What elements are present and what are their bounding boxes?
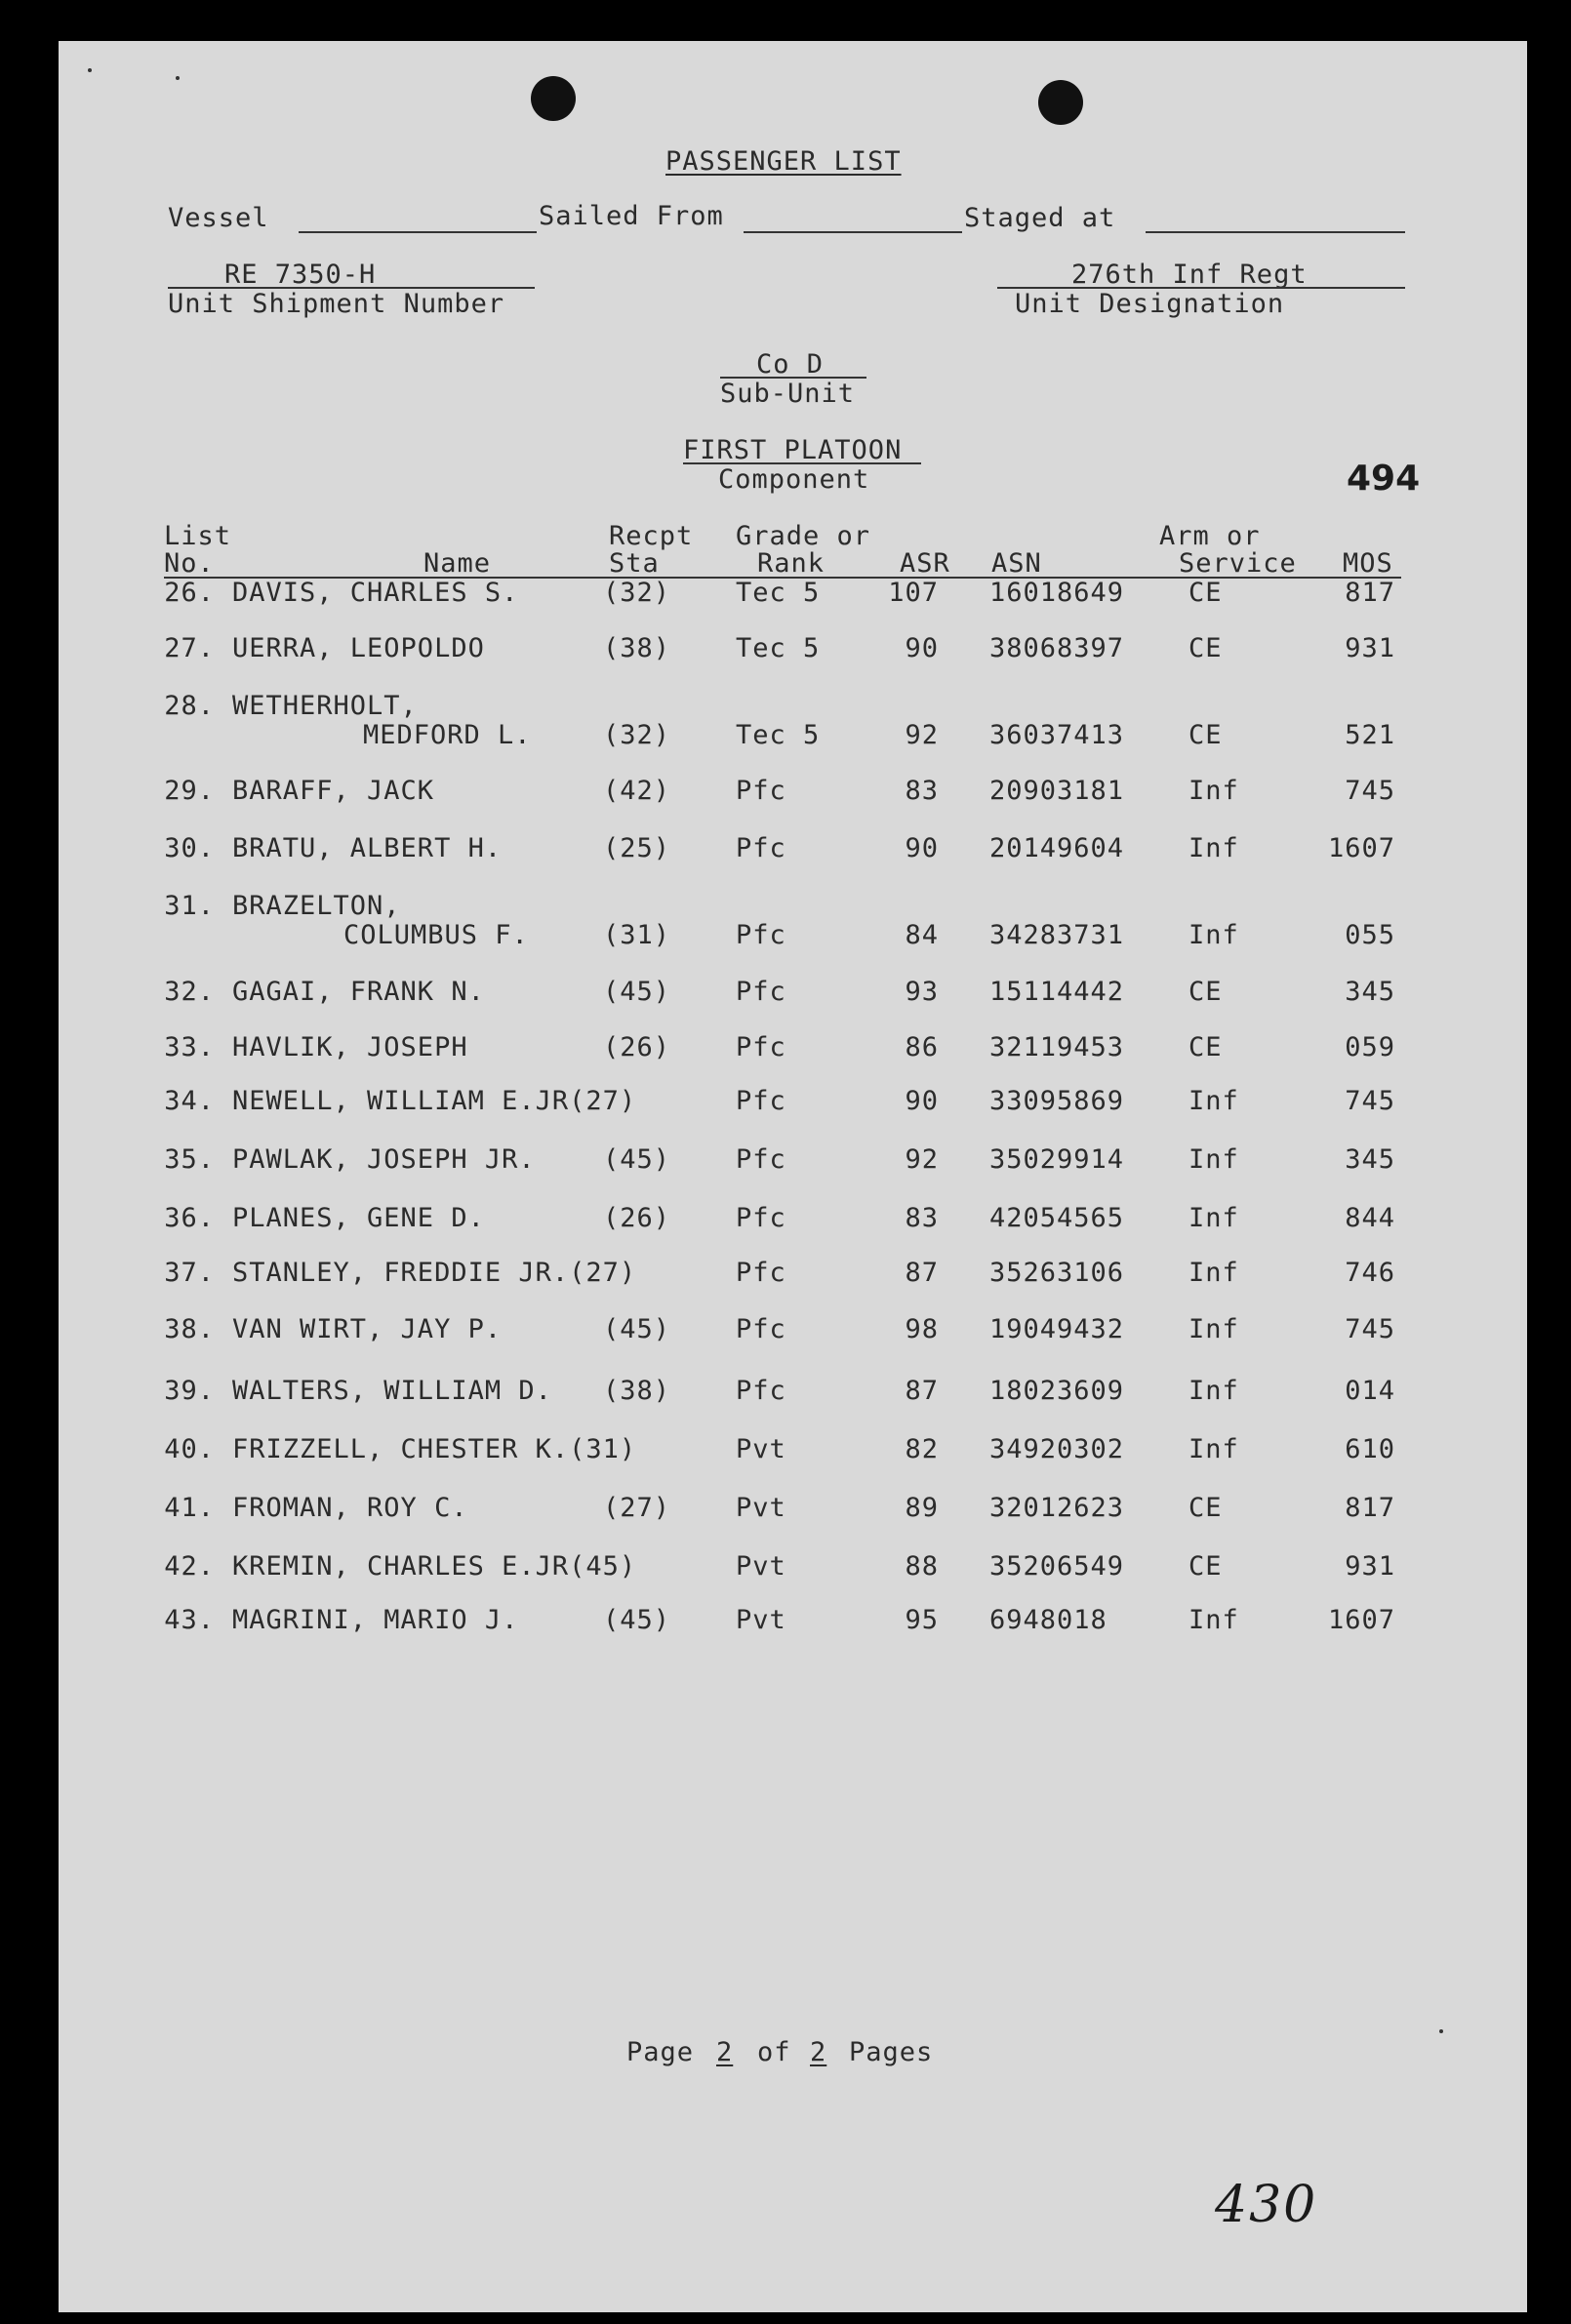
header-name: Name — [423, 548, 492, 579]
cell-name: MAGRINI, MARIO J. — [232, 1605, 519, 1635]
cell-arm: CE — [1188, 633, 1223, 663]
cell-asn: 35206549 — [989, 1551, 1125, 1582]
cell-recpt-sta: (38) — [603, 1376, 671, 1406]
cell-asr: 83 — [905, 776, 939, 806]
cell-grade: Pfc — [736, 1032, 786, 1062]
header-asr: ASR — [900, 548, 950, 579]
cell-recpt-sta: (45) — [603, 1605, 671, 1635]
cell-asn: 35263106 — [989, 1258, 1125, 1288]
punch-hole-left — [531, 76, 576, 121]
cell-grade: Pvt — [736, 1551, 786, 1582]
cell-mos: 746 — [1345, 1258, 1395, 1288]
cell-name: BRATU, ALBERT H. — [232, 833, 503, 863]
cell-list-no: 29. — [164, 776, 215, 806]
pages-word: Pages — [849, 2037, 934, 2067]
cell-list-no: 32. — [164, 977, 215, 1007]
cell-name: PAWLAK, JOSEPH JR. — [232, 1144, 536, 1175]
cell-name: GAGAI, FRANK N. — [232, 977, 485, 1007]
header-grade-line1: Grade or — [736, 521, 871, 551]
vessel-label: Vessel — [168, 203, 269, 233]
header-list-no-line1: List — [164, 521, 232, 551]
stamped-page-number: 494 — [1347, 459, 1421, 499]
cell-asr: 95 — [905, 1605, 939, 1635]
cell-list-no: 26. — [164, 578, 215, 608]
cell-list-no: 31. — [164, 891, 215, 921]
cell-recpt-sta: (31) — [603, 920, 671, 950]
cell-grade: Tec 5 — [736, 720, 821, 750]
unit-shipment-number-label: Unit Shipment Number — [168, 289, 505, 319]
header-asn: ASN — [991, 548, 1042, 579]
cell-arm: CE — [1188, 578, 1223, 608]
cell-list-no: 37. — [164, 1258, 215, 1288]
cell-name: UERRA, LEOPOLDO — [232, 633, 485, 663]
speck — [1439, 2029, 1443, 2033]
cell-asn: 15114442 — [989, 977, 1125, 1007]
cell-asn: 33095869 — [989, 1086, 1125, 1116]
cell-asn: 6948018 — [989, 1605, 1108, 1635]
cell-arm: Inf — [1188, 1314, 1239, 1344]
cell-grade: Pfc — [736, 1376, 786, 1406]
cell-asn: 16018649 — [989, 578, 1125, 608]
cell-grade: Pfc — [736, 977, 786, 1007]
cell-arm: CE — [1188, 1493, 1223, 1523]
cell-recpt-sta: (27) — [603, 1493, 671, 1523]
cell-list-no: 39. — [164, 1376, 215, 1406]
cell-arm: Inf — [1188, 1203, 1239, 1233]
cell-name: PLANES, GENE D. — [232, 1203, 485, 1233]
cell-mos: 745 — [1345, 1086, 1395, 1116]
component-label: Component — [718, 464, 870, 495]
cell-asn: 34283731 — [989, 920, 1125, 950]
cell-asr: 84 — [905, 920, 939, 950]
speck — [176, 76, 180, 80]
cell-asn: 20903181 — [989, 776, 1125, 806]
sub-unit-value: Co D — [756, 349, 825, 380]
cell-asr: 88 — [905, 1551, 939, 1582]
cell-mos: 610 — [1345, 1434, 1395, 1464]
cell-grade: Pfc — [736, 1203, 786, 1233]
header-recpt-sta-line2: Sta — [609, 548, 660, 579]
punch-hole-right — [1038, 80, 1083, 125]
cell-mos: 1607 — [1327, 833, 1395, 863]
cell-asn: 32119453 — [989, 1032, 1125, 1062]
cell-grade: Pvt — [736, 1434, 786, 1464]
cell-grade: Pfc — [736, 1086, 786, 1116]
cell-recpt-sta: (32) — [603, 720, 671, 750]
cell-mos: 844 — [1345, 1203, 1395, 1233]
cell-grade: Pfc — [736, 1144, 786, 1175]
header-arm-line1: Arm or — [1159, 521, 1261, 551]
cell-mos: 817 — [1345, 1493, 1395, 1523]
cell-name: BARAFF, JACK — [232, 776, 435, 806]
cell-list-no: 35. — [164, 1144, 215, 1175]
cell-recpt-sta: (45) — [603, 1144, 671, 1175]
cell-asr: 87 — [905, 1376, 939, 1406]
cell-recpt-sta: (32) — [603, 578, 671, 608]
cell-grade: Pvt — [736, 1605, 786, 1635]
cell-mos: 817 — [1345, 578, 1395, 608]
cell-asr: 107 — [888, 578, 939, 608]
cell-recpt-sta: (38) — [603, 633, 671, 663]
cell-mos: 745 — [1345, 776, 1395, 806]
cell-grade: Pvt — [736, 1493, 786, 1523]
header-recpt-sta-line1: Recpt — [609, 521, 694, 551]
speck — [88, 68, 92, 72]
cell-asr: 86 — [905, 1032, 939, 1062]
cell-mos: 014 — [1345, 1376, 1395, 1406]
cell-asr: 93 — [905, 977, 939, 1007]
cell-asr: 92 — [905, 1144, 939, 1175]
unit-designation-label: Unit Designation — [1015, 289, 1285, 319]
cell-recpt-sta: (42) — [603, 776, 671, 806]
cell-arm: Inf — [1188, 1605, 1239, 1635]
cell-mos: 931 — [1345, 1551, 1395, 1582]
cell-arm: CE — [1188, 720, 1223, 750]
cell-list-no: 34. — [164, 1086, 215, 1116]
cell-list-no: 42. — [164, 1551, 215, 1582]
cell-list-no: 43. — [164, 1605, 215, 1635]
staged-at-field-line — [1146, 231, 1405, 233]
cell-grade: Tec 5 — [736, 633, 821, 663]
cell-asr: 92 — [905, 720, 939, 750]
sub-unit-label: Sub-Unit — [720, 379, 856, 409]
cell-asn: 36037413 — [989, 720, 1125, 750]
cell-arm: Inf — [1188, 1376, 1239, 1406]
cell-asr: 82 — [905, 1434, 939, 1464]
cell-list-no: 38. — [164, 1314, 215, 1344]
cell-name-continued: MEDFORD L. — [363, 720, 532, 750]
cell-list-no: 30. — [164, 833, 215, 863]
cell-list-no: 36. — [164, 1203, 215, 1233]
cell-asn: 38068397 — [989, 633, 1125, 663]
of-word: of — [757, 2037, 791, 2067]
cell-arm: Inf — [1188, 1144, 1239, 1175]
cell-name: HAVLIK, JOSEPH — [232, 1032, 468, 1062]
handwritten-number: 430 — [1215, 2176, 1318, 2234]
cell-arm: Inf — [1188, 1258, 1239, 1288]
cell-list-no: 28. — [164, 691, 215, 721]
cell-name: FRIZZELL, CHESTER K.(31) — [232, 1434, 637, 1464]
cell-arm: CE — [1188, 1032, 1223, 1062]
cell-arm: Inf — [1188, 1434, 1239, 1464]
cell-asn: 42054565 — [989, 1203, 1125, 1233]
cell-mos: 1607 — [1327, 1605, 1395, 1635]
cell-grade: Pfc — [736, 920, 786, 950]
cell-asn: 18023609 — [989, 1376, 1125, 1406]
cell-name: NEWELL, WILLIAM E.JR(27) — [232, 1086, 637, 1116]
header-grade-line2: Rank — [757, 548, 826, 579]
cell-asr: 83 — [905, 1203, 939, 1233]
cell-grade: Pfc — [736, 1314, 786, 1344]
cell-arm: Inf — [1188, 776, 1239, 806]
cell-asr: 98 — [905, 1314, 939, 1344]
cell-mos: 745 — [1345, 1314, 1395, 1344]
cell-name: BRAZELTON, — [232, 891, 401, 921]
cell-list-no: 40. — [164, 1434, 215, 1464]
cell-recpt-sta: (26) — [603, 1032, 671, 1062]
cell-name: STANLEY, FREDDIE JR.(27) — [232, 1258, 637, 1288]
page-current: 2 — [716, 2037, 734, 2067]
cell-arm: CE — [1188, 977, 1223, 1007]
cell-name: WETHERHOLT, — [232, 691, 418, 721]
cell-mos: 521 — [1345, 720, 1395, 750]
cell-mos: 059 — [1345, 1032, 1395, 1062]
cell-asn: 19049432 — [989, 1314, 1125, 1344]
cell-arm: CE — [1188, 1551, 1223, 1582]
sailed-from-label: Sailed From — [539, 201, 724, 231]
cell-asn: 34920302 — [989, 1434, 1125, 1464]
cell-asn: 32012623 — [989, 1493, 1125, 1523]
cell-recpt-sta: (26) — [603, 1203, 671, 1233]
cell-mos: 055 — [1345, 920, 1395, 950]
header-list-no-line2: No. — [164, 548, 215, 579]
page-total: 2 — [810, 2037, 827, 2067]
cell-mos: 345 — [1345, 1144, 1395, 1175]
cell-asr: 89 — [905, 1493, 939, 1523]
page-title: PASSENGER LIST — [665, 146, 902, 177]
cell-grade: Pfc — [736, 833, 786, 863]
vessel-field-line — [299, 231, 537, 233]
page-word: Page — [626, 2037, 695, 2067]
cell-asr: 90 — [905, 1086, 939, 1116]
cell-name-continued: COLUMBUS F. — [343, 920, 529, 950]
cell-grade: Pfc — [736, 776, 786, 806]
header-arm-line2: Service — [1179, 548, 1297, 579]
cell-name: KREMIN, CHARLES E.JR(45) — [232, 1551, 637, 1582]
staged-at-label: Staged at — [964, 203, 1116, 233]
header-mos: MOS — [1343, 548, 1393, 579]
unit-designation-value: 276th Inf Regt — [1071, 260, 1308, 290]
cell-arm: Inf — [1188, 1086, 1239, 1116]
cell-list-no: 27. — [164, 633, 215, 663]
cell-grade: Tec 5 — [736, 578, 821, 608]
cell-arm: Inf — [1188, 833, 1239, 863]
cell-arm: Inf — [1188, 920, 1239, 950]
component-value: FIRST PLATOON — [683, 435, 903, 465]
cell-name: WALTERS, WILLIAM D. — [232, 1376, 552, 1406]
cell-asn: 20149604 — [989, 833, 1125, 863]
cell-recpt-sta: (45) — [603, 1314, 671, 1344]
unit-shipment-number-value: RE 7350-H — [224, 260, 377, 290]
cell-mos: 931 — [1345, 633, 1395, 663]
cell-list-no: 33. — [164, 1032, 215, 1062]
cell-asr: 90 — [905, 833, 939, 863]
cell-name: VAN WIRT, JAY P. — [232, 1314, 503, 1344]
cell-grade: Pfc — [736, 1258, 786, 1288]
cell-name: FROMAN, ROY C. — [232, 1493, 468, 1523]
cell-recpt-sta: (45) — [603, 977, 671, 1007]
cell-asn: 35029914 — [989, 1144, 1125, 1175]
cell-list-no: 41. — [164, 1493, 215, 1523]
cell-asr: 87 — [905, 1258, 939, 1288]
cell-mos: 345 — [1345, 977, 1395, 1007]
cell-asr: 90 — [905, 633, 939, 663]
cell-name: DAVIS, CHARLES S. — [232, 578, 519, 608]
sailed-from-field-line — [744, 231, 962, 233]
cell-recpt-sta: (25) — [603, 833, 671, 863]
